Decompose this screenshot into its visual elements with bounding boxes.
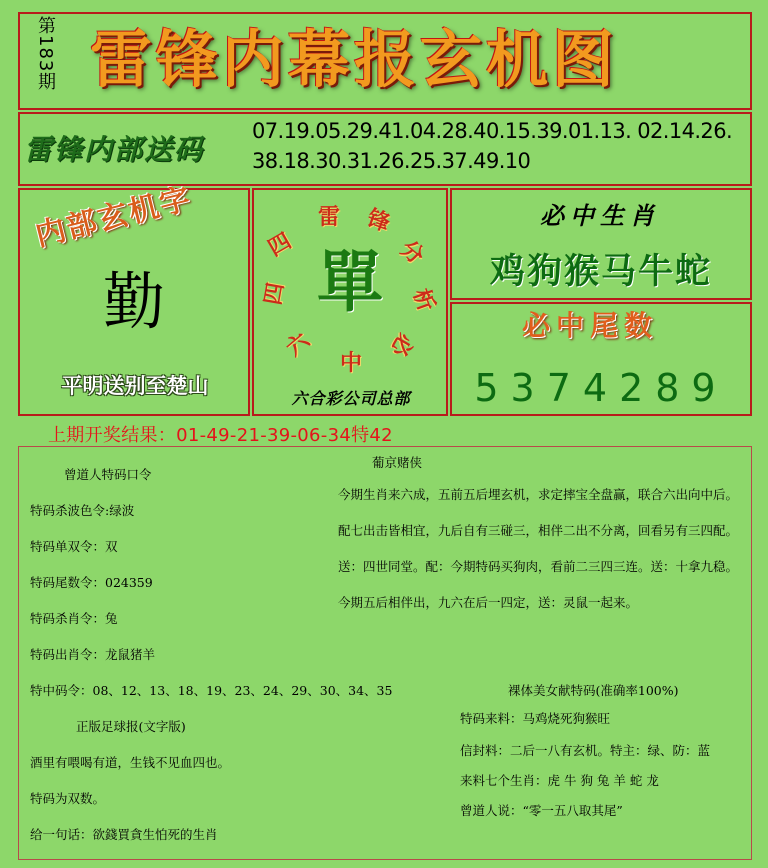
left-item-2: 给一句话：欲錢買貪生怕死的生肖 <box>30 827 218 842</box>
left-item-2: 酒里有喂喝有道，生钱不见血四也。 <box>30 755 231 770</box>
tail-digits-label: 必中尾数 <box>521 309 658 342</box>
numbers-label: 雷锋内部送码 <box>24 133 205 166</box>
left-heading: 曾道人特码口令 <box>64 467 152 482</box>
zodiac-list: 鸡狗猴马牛蛇 <box>489 251 712 292</box>
ring-char: 四 <box>263 228 296 262</box>
issue-number: 第183期 <box>35 16 56 92</box>
left-item: 特中码令：08、12、13、18、19、23、24、29、30、34、35 <box>30 683 393 698</box>
ring-char: 锋 <box>363 204 394 237</box>
company-label: 六合彩公司总部 <box>291 389 411 408</box>
ring-char: 析 <box>407 285 440 315</box>
ring-char: 雷 <box>318 204 341 230</box>
poem-line: 平明送别至楚山 <box>61 373 209 398</box>
left-item: 特码单双令：双 <box>30 539 118 554</box>
left-item: 特码出肖令：龙鼠猪羊 <box>30 647 156 662</box>
right-heading-2: 裸体美女献特码(准确率100%) <box>508 683 679 698</box>
right-line: 配七出击皆相宜，九后自有三碰三，相伴二出不分离，回看另有三四配。 <box>338 523 739 538</box>
last-draw-result: 上期开奖结果：01-49-21-39-06-34特42 <box>48 425 393 446</box>
left-heading-2: 正版足球报(文字版) <box>76 719 186 734</box>
right-item: 信封料：二后一八有玄机。特主：绿、防：蓝 <box>460 743 711 758</box>
left-item: 特码尾数令：024359 <box>30 575 153 590</box>
left-item: 特码杀肖令：兔 <box>30 611 118 626</box>
ring-char: 六 <box>281 327 315 362</box>
ring-char: 分 <box>395 235 429 270</box>
numbers-list: 07.19.05.29.41.04.28.40.15.39.01.13. 02.14.26.38.18.30.31.26.25.37.49.10 <box>252 119 733 173</box>
zodiac-label: 必中生肖 <box>540 201 660 230</box>
right-line: 今期五后相伴出，九六在后一四定，送：灵鼠一起来。 <box>338 595 639 610</box>
tail-digits: 5374289 <box>474 366 728 410</box>
left-item: 特码杀波色令:绿波 <box>30 503 135 518</box>
right-item: 特码来料：马鸡烧死狗猴旺 <box>460 711 611 726</box>
ring-char: 中 <box>340 350 363 376</box>
ring-char: 必 <box>384 328 419 361</box>
right-item: 来料七个生肖：虎 牛 狗 兔 羊 蛇 龙 <box>460 773 659 788</box>
right-line: 今期生肖来六成，五前五后埋玄机，求定摔宝全盘赢，联合六出向中后。 <box>338 487 739 502</box>
right-heading: 葡京赌侠 <box>372 455 423 470</box>
odd-even-char: 單 <box>317 243 383 321</box>
mystery-char: 勤 <box>102 265 165 338</box>
page-title: 雷锋内幕报玄机图 <box>90 23 619 96</box>
ring-char: 四 <box>259 280 290 307</box>
right-line: 送：四世同堂。配：今期特码买狗肉，看前二三四三连。送：十拿九稳。 <box>338 559 739 574</box>
right-item: 曾道人说：“零一五八取其尾” <box>460 803 623 818</box>
left-item-2: 特码为双数。 <box>30 791 106 806</box>
mystery-char-label: 内部玄机字 <box>31 181 196 254</box>
